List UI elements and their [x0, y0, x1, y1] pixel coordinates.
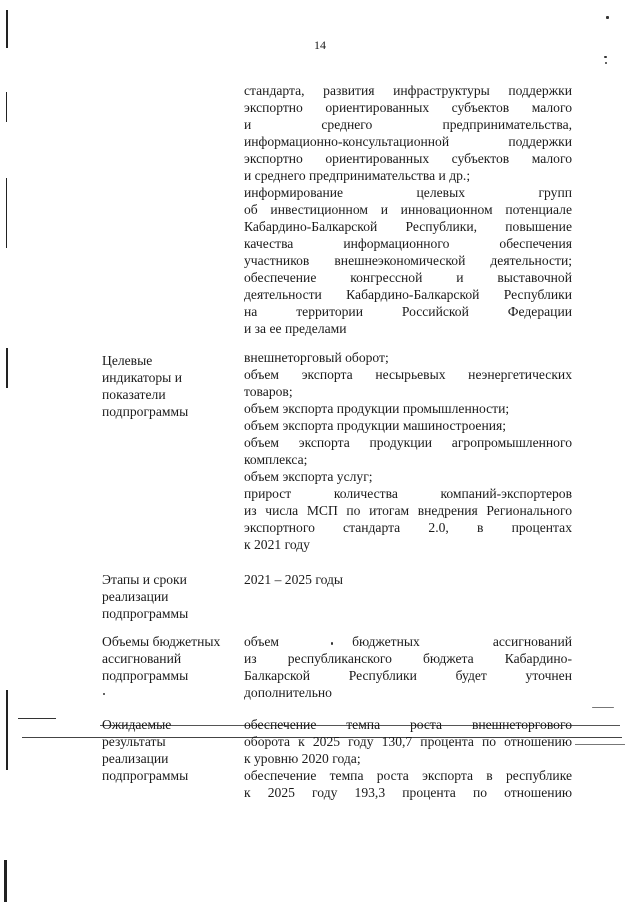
- section-4-line: объем бюджетных ассигнований: [244, 634, 572, 649]
- section-2-label-line: Целевые: [102, 353, 153, 368]
- section-4-line: из республиканского бюджета Кабардино-: [244, 651, 572, 666]
- scan-speck: [592, 707, 614, 708]
- scan-speck: [604, 56, 607, 58]
- section-1-line: Кабардино-Балкарской Республики, повышение: [244, 219, 572, 234]
- scan-line: [18, 718, 56, 719]
- section-5-line: обеспечение темпа роста экспорта в республике: [244, 768, 572, 783]
- section-1-line: и среднего предпринимательства и др.;: [244, 168, 471, 183]
- left-margin-mark: [6, 690, 8, 770]
- section-2-line: внешнеторговый оборот;: [244, 350, 389, 365]
- section-5-label-line: Ожидаемые: [102, 717, 172, 732]
- section-5-line: обеспечение темпа роста внешнеторгового: [244, 717, 572, 732]
- section-3-label-line: реализации: [102, 589, 169, 604]
- section-1-line: об инвестиционном и инновационном потенциале: [244, 202, 572, 217]
- scan-speck: [103, 693, 105, 695]
- section-2-label-line: подпрограммы: [102, 404, 189, 419]
- section-1-line: экспортно ориентированных субъектов малого: [244, 100, 572, 115]
- section-1-line: обеспечение конгрессной и выставочной: [244, 270, 572, 285]
- left-margin-mark: [6, 92, 7, 122]
- section-2-line: объем экспорта продукции агропромышленного: [244, 435, 572, 450]
- section-1-line: и среднего предпринимательства,: [244, 117, 572, 132]
- section-5-label-line: результаты: [102, 734, 166, 749]
- section-4-label-line: ассигнований: [102, 651, 182, 666]
- section-1-line: деятельности Кабардино-Балкарской Республики: [244, 287, 572, 302]
- page-number: 14: [314, 38, 326, 52]
- section-1-line: качества информационного обеспечения: [244, 236, 572, 251]
- section-1-line: экспортно ориентированных субъектов малого: [244, 151, 572, 166]
- section-2-line: комплекса;: [244, 452, 308, 467]
- section-2-label-line: показатели: [102, 387, 166, 402]
- section-2-line: объем экспорта продукции промышленности;: [244, 401, 510, 416]
- section-1-line: и за ее пределами: [244, 321, 347, 336]
- section-2-line: из числа МСП по итогам внедрения Регионального: [244, 503, 572, 518]
- section-2-line: объем экспорта услуг;: [244, 469, 373, 484]
- section-1-line: на территории Российской Федерации: [244, 304, 572, 319]
- section-3-label-line: Этапы и сроки: [102, 572, 187, 587]
- section-1-line: информационно-консультационной поддержки: [244, 134, 572, 149]
- section-2-line: к 2021 году: [244, 537, 310, 552]
- section-4-label-line: Объемы бюджетных: [102, 634, 221, 649]
- section-4-line: дополнительно: [244, 685, 332, 700]
- left-margin-mark: [6, 348, 8, 388]
- scan-line: [575, 744, 625, 745]
- section-4-line: Балкарской Республики будет уточнен: [244, 668, 572, 683]
- section-3-label-line: подпрограммы: [102, 606, 189, 621]
- section-5-label-line: подпрограммы: [102, 768, 189, 783]
- section-4-label-line: подпрограммы: [102, 668, 189, 683]
- section-5-label-line: реализации: [102, 751, 169, 766]
- section-1-line: стандарта, развития инфраструктуры поддержки: [244, 83, 572, 98]
- scan-speck: [605, 62, 607, 64]
- section-3-line: 2021 – 2025 годы: [244, 572, 344, 587]
- left-margin-mark: [6, 178, 7, 248]
- section-2-line: объем экспорта продукции машиностроения;: [244, 418, 507, 433]
- section-1-line: участников внешнеэкономической деятельности;: [244, 253, 572, 268]
- section-5-line: к 2025 году 193,3 процента по отношению: [244, 785, 572, 800]
- section-2-label-line: индикаторы и: [102, 370, 182, 385]
- section-2-line: прирост количества компаний-экспортеров: [244, 486, 572, 501]
- left-margin-mark: [6, 10, 8, 48]
- section-2-line: экспортного стандарта 2.0, в процентах: [244, 520, 572, 535]
- left-margin-mark: [4, 860, 7, 902]
- section-5-line: оборота к 2025 году 130,7 процента по отношению: [244, 734, 572, 749]
- section-1-line: информирование целевых групп: [244, 185, 572, 200]
- section-2-line: объем экспорта несырьевых неэнергетических: [244, 367, 572, 382]
- scan-speck: [606, 16, 609, 19]
- section-5-line: к уровню 2020 года;: [244, 751, 361, 766]
- section-2-line: товаров;: [244, 384, 293, 399]
